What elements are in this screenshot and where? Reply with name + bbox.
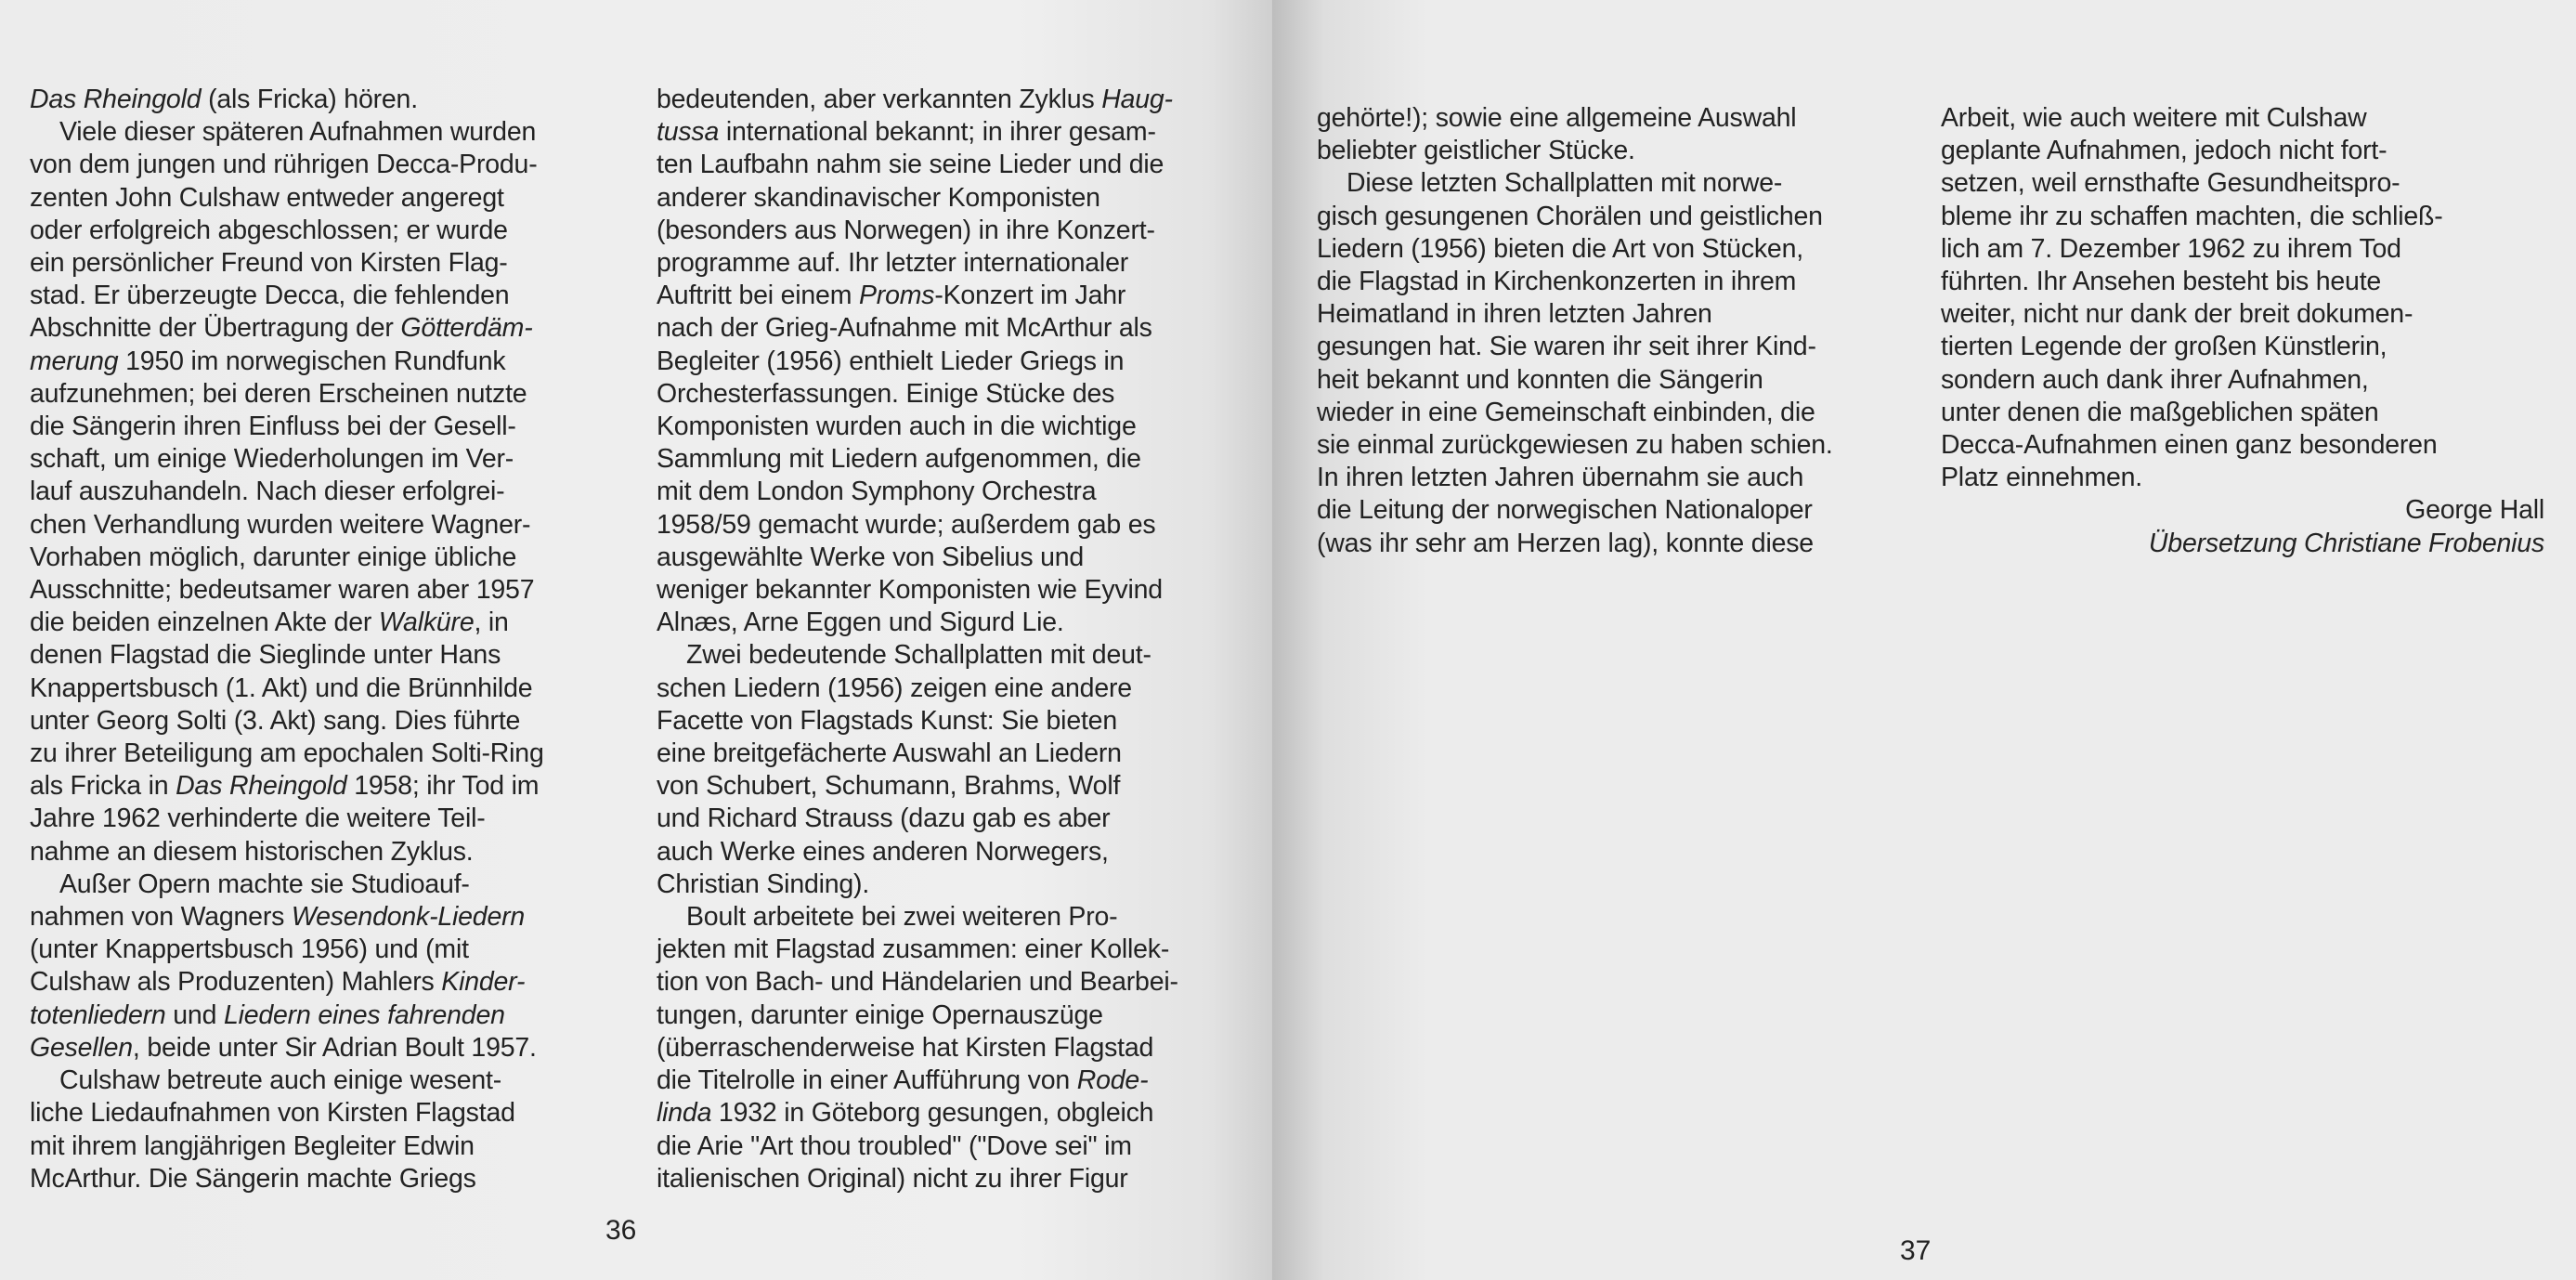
text-line: führten. Ihr Ansehen besteht bis heute [1941,267,2382,297]
text-line: als Fricka in Das Rheingold 1958; ihr Tod im [30,771,540,802]
paragraph [30,116,624,869]
text-line: bleme ihr zu schaffen machten, die schließ- [1941,201,2443,231]
text-line: Jahre 1962 verhinderte die weitere Teil- [30,803,486,834]
text-line: (was ihr sehr am Herzen lag), konnte diese [1317,528,1814,558]
text-line: (überraschenderweise hat Kirsten Flagstad [657,1032,1154,1063]
text-line: Orchesterfassungen. Einige Stücke des [657,378,1115,409]
text-line: Begleiter (1956) enthielt Lieder Griegs in [657,346,1125,376]
text-line: Liedern (1956) bieten die Art von Stücken, [1317,233,1803,264]
text-line: zenten John Culshaw entweder angeregt [30,182,504,213]
text-line: aufzunehmen; bei deren Erscheinen nutzte [30,378,527,409]
text-line: nahme an diesem historischen Zyklus. [30,836,474,867]
text-line: von dem jungen und rührigen Decca-Produ- [30,150,538,180]
text-line: Culshaw als Produzenten) Mahlers Kinder- [30,967,526,998]
text-line: Ausschnitte; bedeutsamer waren aber 1957 [30,575,535,606]
text-line: Heimatland in ihren letzten Jahren [1317,299,1712,330]
text-line: Knappertsbusch (1. Akt) und die Brünnhilde [30,673,533,703]
text-line: Das Rheingold (als Fricka) hören. [30,85,418,114]
text-line: Außer Opern machte sie Studioauf- [59,869,470,899]
text-line: beliebter geistlicher Stücke. [1317,136,1635,166]
paragraph [1317,167,1911,559]
text-line: Alnæs, Arne Eggen und Sigurd Lie. [657,607,1064,638]
text-line: Viele dieser späteren Aufnahmen wurden [59,117,537,148]
text-line: geplante Aufnahmen, jedoch nicht fort- [1941,136,2387,166]
text-line: die Leitung der norwegischen Nationaloper [1317,495,1813,526]
text-line: schaft, um einige Wiederholungen im Ver- [30,444,514,475]
text-line: lich am 7. Dezember 1962 zu ihrem Tod [1941,233,2401,264]
page-number-right: 37 [1900,1235,1932,1266]
text-line: merung 1950 im norwegischen Rundfunk [30,346,506,376]
text-line: die beiden einzelnen Akte der Walküre, in [30,607,509,638]
text-line: italienischen Original) nicht zu ihrer Figur [657,1163,1128,1194]
text-line: ausgewählte Werke von Sibelius und [657,542,1085,572]
text-line: Gesellen, beide unter Sir Adrian Boult 1957. [30,1032,537,1063]
text-line: die Titelrolle in einer Aufführung von Rode- [657,1065,1149,1096]
text-line: Zwei bedeutende Schallplatten mit deut- [686,640,1151,671]
text-line: bedeutenden, aber verkannten Zyklus Haug- [657,85,1173,114]
text-line: totenliedern und Liedern eines fahrenden [30,999,505,1030]
text-line: Sammlung mit Liedern aufgenommen, die [657,444,1141,475]
right-page-column-2 [1941,102,2544,560]
text-line: die Sängerin ihren Einfluss bei der Gesell- [30,411,516,442]
text-line: programme auf. Ihr letzter internationaler [657,248,1129,279]
text-line: anderer skandinavischer Komponisten [657,182,1100,213]
text-line: Boult arbeitete bei zwei weiteren Pro- [686,902,1118,933]
text-line: nach der Grieg-Aufnahme mit McArthur als [657,313,1152,344]
text-line: tussa international bekannt; in ihrer gesam- [657,117,1156,148]
left-page-column-1 [30,84,624,1195]
text-line: Komponisten wurden auch in die wichtige [657,411,1137,442]
paragraph [30,1064,624,1195]
paragraph [30,869,624,1064]
text-line: gehörte!); sowie eine allgemeine Auswahl [1317,103,1797,133]
paragraph [1941,102,2544,494]
text-line: Vorhaben möglich, darunter einige übliche [30,542,517,572]
text-line: In ihren letzten Jahren übernahm sie auch [1317,463,1804,493]
page-number-left: 36 [605,1215,637,1246]
text-line: eine breitgefächerte Auswahl an Liedern [657,738,1122,769]
text-line: Platz einnehmen. [1941,463,2143,493]
text-line: schen Liedern (1956) zeigen eine andere [657,673,1132,703]
text-line: und Richard Strauss (dazu gab es aber [657,803,1111,834]
text-line: zu ihrer Beteiligung am epochalen Solti-Ring [30,738,544,769]
text-line: mit dem London Symphony Orchestra [657,477,1097,507]
left-page-column-2 [657,84,1251,1195]
text-line: oder erfolgreich abgeschlossen; er wurde [30,215,508,245]
paragraph [657,639,1251,901]
text-line: weiter, nicht nur dank der breit dokumen- [1941,299,2413,330]
text-line: linda 1932 in Göteborg gesungen, obgleich [657,1098,1154,1129]
paragraph [30,84,624,116]
text-line: Auftritt bei einem Proms-Konzert im Jahr [657,281,1126,311]
paragraph [657,84,1251,639]
text-line: mit ihrem langjährigen Begleiter Edwin [30,1130,475,1161]
text-line: die Flagstad in Kirchenkonzerten in ihrem [1317,267,1797,297]
text-line: auch Werke eines anderen Norwegers, [657,836,1109,867]
text-line: Abschnitte der Übertragung der Götterdäm- [30,313,533,344]
text-line: Christian Sinding). [657,869,870,899]
text-line: wieder in eine Gemeinschaft einbinden, die [1317,397,1815,427]
text-line: setzen, weil ernsthafte Gesundheitspro- [1941,168,2400,199]
text-line: Decca-Aufnahmen einen ganz besonderen [1941,430,2438,461]
paragraph [657,901,1251,1195]
text-line: tungen, darunter einige Opernauszüge [657,999,1103,1030]
text-line: unter Georg Solti (3. Akt) sang. Dies führte [30,705,521,736]
right-page-column-2-text [1941,102,2544,494]
left-page [0,0,1272,1280]
text-line: die Arie "Art thou troubled" ("Dove sei" im [657,1130,1132,1161]
text-line: denen Flagstad die Sieglinde unter Hans [30,640,501,671]
text-line: liche Liedaufnahmen von Kirsten Flagstad [30,1098,515,1129]
text-line: Arbeit, wie auch weitere mit Culshaw [1941,103,2367,133]
right-page [1272,0,2576,1280]
author-name: George Hall [2405,495,2544,526]
text-line: stad. Er überzeugte Decca, die fehlenden [30,281,510,311]
text-line: gisch gesungenen Chorälen und geistlichen [1317,201,1823,231]
text-line: nahmen von Wagners Wesendonk-Liedern [30,902,526,933]
text-line: heit bekannt und konnten die Sängerin [1317,364,1763,395]
text-line: ten Laufbahn nahm sie seine Lieder und die [657,150,1164,180]
text-line: sondern auch dank ihrer Aufnahmen, [1941,364,2369,395]
text-line: chen Verhandlung wurden weitere Wagner- [30,509,531,540]
right-page-column-1 [1317,102,1911,560]
text-line: lauf auszuhandeln. Nach dieser erfolgrei- [30,477,505,507]
text-line: sie einmal zurückgewiesen zu haben schien. [1317,430,1833,461]
text-line: gesungen hat. Sie waren ihr seit ihrer Kind- [1317,332,1816,362]
text-line: unter denen die maßgeblichen späten [1941,397,2379,427]
text-line: Diese letzten Schallplatten mit norwe- [1347,168,1783,199]
text-line: (besonders aus Norwegen) in ihre Konzert- [657,215,1155,245]
paragraph [1317,102,1911,167]
text-line: tierten Legende der großen Künstlerin, [1941,332,2387,362]
text-line: Facette von Flagstads Kunst: Sie bieten [657,705,1117,736]
text-line: (unter Knappertsbusch 1956) und (mit [30,934,469,965]
text-line: jekten mit Flagstad zusammen: einer Kollek- [657,934,1170,965]
text-line: Culshaw betreute auch einige wesent- [59,1065,502,1096]
text-line: 1958/59 gemacht wurde; außerdem gab es [657,509,1156,540]
text-line: tion von Bach- und Händelarien und Bearbei- [657,967,1178,998]
text-line: ein persönlicher Freund von Kirsten Flag- [30,248,508,279]
translator-credit: Übersetzung Christiane Frobenius [2148,528,2544,558]
text-line: weniger bekannter Komponisten wie Eyvind [657,575,1163,606]
text-line: von Schubert, Schumann, Brahms, Wolf [657,771,1121,802]
text-line: McArthur. Die Sängerin machte Griegs [30,1163,476,1194]
